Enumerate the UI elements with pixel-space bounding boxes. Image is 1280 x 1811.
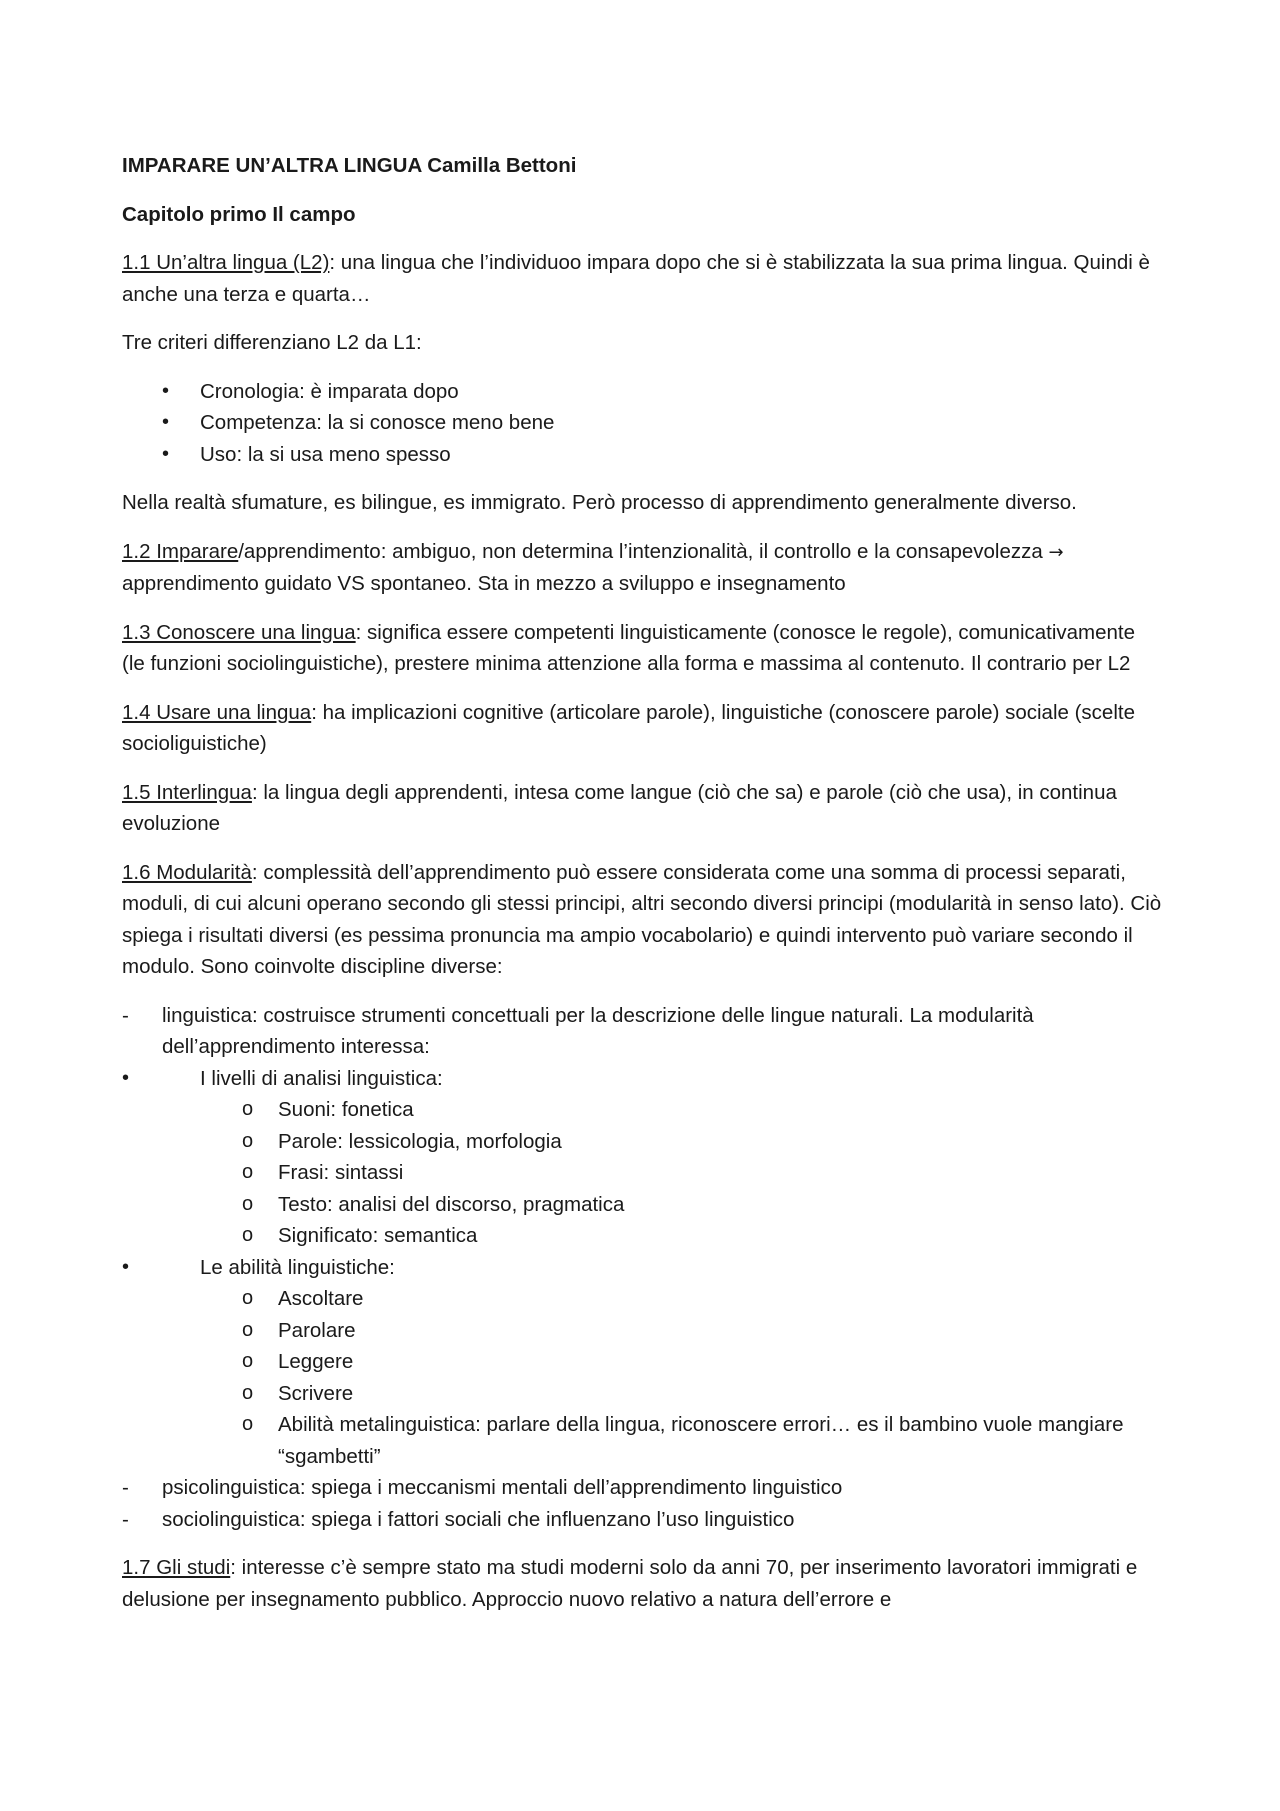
section-1-7: [122, 1552, 1162, 1615]
discipline-linguistica: linguistica: costruisce strumenti concettuali per la descrizione delle lingue naturali. La modularità dell’apprendimento interessa:: [162, 1003, 1034, 1058]
list-item: [122, 1252, 1162, 1473]
document-page: [122, 150, 1162, 1632]
list-item: o Ascoltare: [122, 1283, 1162, 1315]
section-1-1: [122, 247, 1162, 310]
list-item: o Leggere: [122, 1346, 1162, 1378]
section-heading: 1.7 Gli studi: [122, 1556, 231, 1579]
section-text: : complessità dell’apprendimento può essere considerata come una somma di processi separati, moduli, di cui alcuni operano secondo gli stessi principi, altri secondo diversi principi (modularità in senso lato). Ciò spiega i risultati diversi (es pessima pronuncia ma ampio vocabolario) e quindi intervento può variare secondo il modulo. Sono coinvolte discipline diverse:: [122, 860, 1162, 978]
chapter-title: Capitolo primo Il campo: [122, 202, 356, 226]
section-heading: 1.4 Usare una lingua: [122, 700, 312, 724]
levels-title: I livelli di analisi linguistica:: [200, 1066, 443, 1090]
list-item: o Parolare: [122, 1315, 1162, 1347]
skills-title: Le abilità linguistiche:: [200, 1255, 395, 1279]
section-1-2: [122, 536, 1162, 600]
section-text: : una lingua che l’individuoo impara dopo che si è stabilizzata la sua prima lingua. Quindi è anche una terza e quarta…: [122, 251, 1150, 306]
section-text: : significa essere competenti linguisticamente (conosce le regole), comunicativamente (le funzioni sociolinguistiche), prestere minima attenzione alla forma e massima al contenuto. Il contrario per L2: [122, 620, 1136, 675]
list-item: • Cronologia: è imparata dopo: [122, 376, 1162, 408]
criteria-intro: Tre criteri differenziano L2 da L1:: [122, 331, 422, 354]
document-title: IMPARARE UN’ALTRA LINGUA Camilla Bettoni: [122, 154, 577, 177]
arrow-right-icon: →: [1048, 541, 1064, 563]
list-item: - psicolinguistica: spiega i meccanismi mentali dell’apprendimento linguistico: [122, 1472, 1162, 1504]
list-item: o Frasi: sintassi: [122, 1157, 1162, 1189]
section-1-5: [122, 777, 1162, 840]
section-1-6: [122, 857, 1162, 983]
list-item: o Significato: semantica: [122, 1220, 1162, 1252]
list-item: [122, 1000, 1162, 1473]
list-item: o Parole: lessicologia, morfologia: [122, 1126, 1162, 1158]
section-heading: 1.3 Conoscere una lingua: [122, 620, 356, 644]
levels-list: [122, 1094, 1162, 1252]
list-item: • Competenza: la si conosce meno bene: [122, 407, 1162, 439]
section-1-3: [122, 617, 1162, 680]
list-item: - sociolinguistica: spiega i fattori sociali che influenzano l’uso linguistico: [122, 1504, 1162, 1536]
list-item: [122, 1063, 1162, 1252]
list-item: • Uso: la si usa meno spesso: [122, 439, 1162, 471]
list-item: o Testo: analisi del discorso, pragmatica: [122, 1189, 1162, 1221]
section-text: : ha implicazioni cognitive (articolare parole), linguistiche (conoscere parole) sociale (scelte socioliguistiche): [122, 700, 1135, 755]
skills-list: [122, 1283, 1162, 1472]
section-1-4: [122, 697, 1162, 760]
reality-paragraph: Nella realtà sfumature, es bilingue, es immigrato. Però processo di apprendimento generalmente diverso.: [122, 491, 1077, 514]
section-heading: 1.6 Modularità: [122, 860, 252, 884]
criteria-list: [122, 376, 1162, 471]
section-text: : la lingua degli apprendenti, intesa come langue (ciò che sa) e parole (ciò che usa), in continua evoluzione: [122, 780, 1117, 835]
section-text: : interesse c’è sempre stato ma studi moderni solo da anni 70, per inserimento lavoratori immigrati e delusione per insegnamento pubblico. Approccio nuovo relativo a natura dell’errore e: [122, 1556, 1138, 1611]
section-text-2: apprendimento guidato VS spontaneo. Sta in mezzo a sviluppo e insegnamento: [122, 572, 846, 595]
disciplines-list: [122, 1000, 1162, 1536]
list-item: o Abilità metalinguistica: parlare della lingua, riconoscere errori… es il bambino vuole mangiare “sgambetti”: [122, 1409, 1162, 1472]
section-heading: 1.2 Imparare: [122, 539, 239, 563]
section-text: /apprendimento: ambiguo, non determina l’intenzionalità, il controllo e la consapevolezza: [238, 539, 1043, 563]
list-item: o Suoni: fonetica: [122, 1094, 1162, 1126]
section-heading: 1.5 Interlingua: [122, 780, 252, 804]
linguistica-sublist: [122, 1063, 1162, 1473]
list-item: o Scrivere: [122, 1378, 1162, 1410]
section-heading: 1.1 Un’altra lingua (L2): [122, 251, 330, 274]
